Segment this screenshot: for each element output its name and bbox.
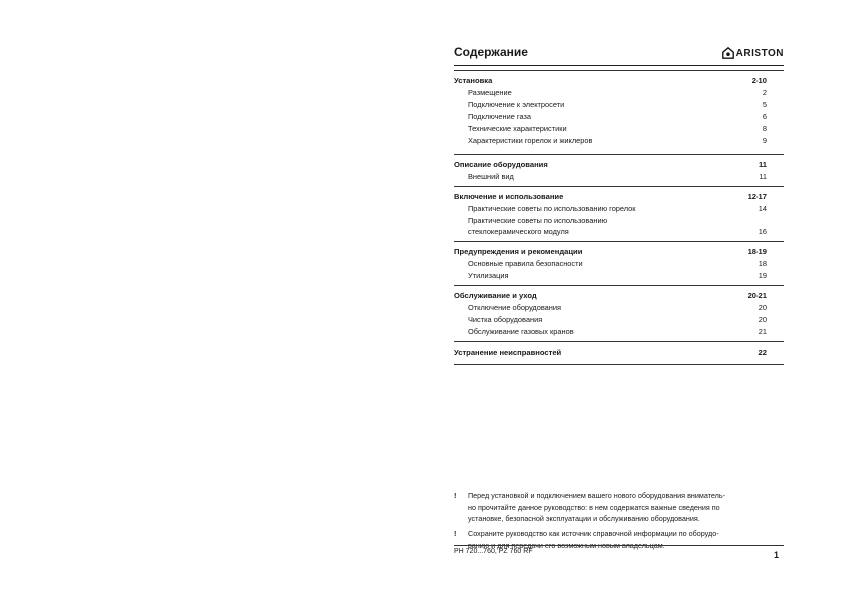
toc-item-label: стеклокерамического модуля <box>468 227 569 236</box>
toc-item[interactable] <box>454 123 767 134</box>
toc-section <box>454 285 784 342</box>
brand-name: ARISTON <box>735 47 784 59</box>
toc-item-label: Подключение к электросети <box>468 100 565 109</box>
toc-section <box>454 241 784 286</box>
toc-section-title: Установка <box>454 76 493 85</box>
table-of-contents-page <box>454 40 784 357</box>
toc-item-label: Практические советы по использованию <box>468 216 608 225</box>
toc-section-title: Описание оборудования <box>454 160 548 169</box>
toc-item-page: 2 <box>762 88 767 97</box>
house-icon <box>722 47 734 59</box>
toc-item-label: Обслуживание газовых кранов <box>468 327 574 336</box>
toc-item[interactable] <box>454 171 767 182</box>
toc-item[interactable] <box>454 87 767 98</box>
toc-section <box>454 186 784 242</box>
toc-item[interactable] <box>454 314 767 325</box>
toc-item[interactable] <box>454 99 767 110</box>
toc-item-page: 20 <box>758 303 767 312</box>
toc-section <box>454 70 784 151</box>
toc-item-page: 16 <box>758 227 767 236</box>
toc-item-label: Утилизация <box>468 271 509 280</box>
toc-item-page: 14 <box>758 204 767 213</box>
toc-item-page: 21 <box>758 327 767 336</box>
toc-section-heading[interactable] <box>454 191 767 202</box>
note-line: Перед установкой и подключением вашего нового оборудования вниматель- <box>468 491 725 500</box>
toc-section-pages: 12-17 <box>747 192 767 201</box>
brand-logo <box>722 47 784 59</box>
toc-item[interactable] <box>454 326 767 337</box>
note-line: Сохраните руководство как источник справочной информации по оборудо- <box>468 529 719 538</box>
page-title: Содержание <box>454 45 528 59</box>
toc-section-pages: 2-10 <box>751 76 767 85</box>
toc-item-page: 6 <box>762 112 767 121</box>
toc-section-title: Включение и использование <box>454 192 564 201</box>
toc-section-heading[interactable] <box>454 75 767 86</box>
toc-item-label: Внешний вид <box>468 172 514 181</box>
toc-item-label: Характеристики горелок и жиклеров <box>468 136 593 145</box>
header-divider <box>454 65 784 66</box>
note-line: ванию и для передачи его возможным новым владельцам. <box>468 540 665 550</box>
toc-item-page: 8 <box>762 124 767 133</box>
model-number: PH 720...760, PZ 760 RF <box>454 548 533 555</box>
toc-section-pages: 18-19 <box>747 247 767 256</box>
toc-item[interactable] <box>454 203 767 214</box>
toc-item-page: 5 <box>762 100 767 109</box>
warning-mark: ! <box>454 491 457 500</box>
note-line: но прочитайте данное руководство: в нем содержатся важные сведения по <box>468 502 720 512</box>
toc-section <box>454 341 784 365</box>
note-line: установке, безопасной эксплуатации и обслуживанию оборудования. <box>468 514 700 523</box>
toc-item-page: 19 <box>758 271 767 280</box>
toc-section-heading[interactable] <box>454 290 767 301</box>
toc-section <box>454 154 784 187</box>
toc-section-title: Устранение неисправностей <box>454 348 562 357</box>
toc-item[interactable] <box>454 111 767 122</box>
page-number: 1 <box>774 550 780 560</box>
toc-item-label: Технические характеристики <box>468 124 567 133</box>
toc-item[interactable] <box>454 226 767 237</box>
toc-item[interactable] <box>454 302 767 313</box>
toc-section-title: Обслуживание и уход <box>454 291 537 300</box>
toc-item-label: Размещение <box>468 88 512 97</box>
toc-item-page: 20 <box>758 315 767 324</box>
toc-section-pages: 11 <box>758 160 767 169</box>
toc-item-page: 18 <box>758 259 767 268</box>
toc-item[interactable] <box>454 135 767 146</box>
toc-section-title: Предупреждения и рекомендации <box>454 247 583 256</box>
toc-item[interactable] <box>454 270 767 281</box>
toc-section-pages: 22 <box>758 348 767 357</box>
toc-item[interactable] <box>454 258 767 269</box>
toc-item-page: 11 <box>759 172 767 181</box>
toc-item-label: Отключение оборудования <box>468 303 561 312</box>
toc-item-page: 9 <box>762 136 767 145</box>
toc-item-label: Основные правила безопасности <box>468 259 583 268</box>
toc-section-pages: 20-21 <box>747 291 767 300</box>
toc-item-label: Практические советы по использованию горелок <box>468 204 636 213</box>
toc-section-heading[interactable] <box>454 246 767 257</box>
toc-section-heading[interactable] <box>454 159 767 170</box>
toc-section-heading[interactable] <box>454 347 767 358</box>
note-text <box>468 490 784 525</box>
toc-item-label: Чистка оборудования <box>468 315 543 324</box>
toc-item[interactable] <box>454 215 767 226</box>
footer-divider <box>454 545 784 546</box>
warning-mark: ! <box>454 529 457 538</box>
page-header <box>454 40 784 64</box>
safety-note <box>454 490 784 526</box>
toc-item-label: Подключение газа <box>468 112 531 121</box>
